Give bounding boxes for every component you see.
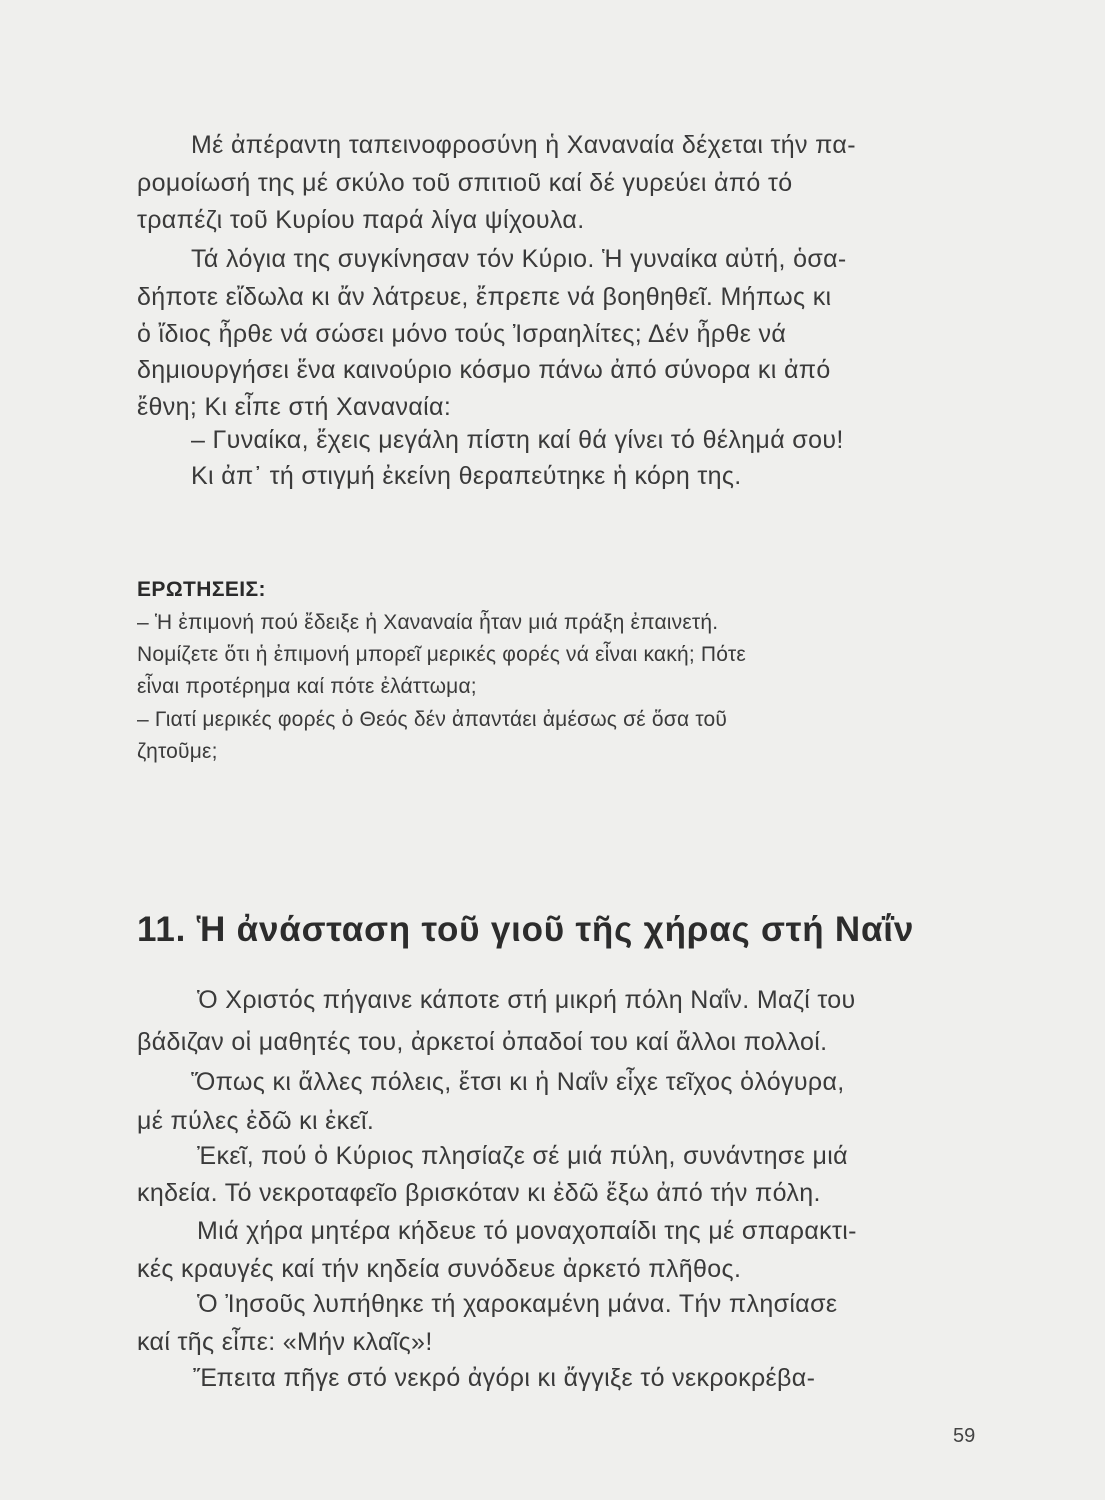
text-line: Ὁ Χριστός πήγαινε κάποτε στή μικρή πόλη Ναΐν. Μαζί του (197, 986, 856, 1014)
text-line: Κι ἀπ᾽ τή στιγμή ἐκείνη θεραπεύτηκε ἡ κόρη της. (191, 462, 742, 490)
text-line: Ὁ Ἰησοῦς λυπήθηκε τή χαροκαμένη μάνα. Τήν πλησίασε (197, 1290, 838, 1318)
text-line: δημιουργήσει ἕνα καινούριο κόσμο πάνω ἀπό σύνορα κι ἀπό (137, 356, 831, 384)
question-line: Νομίζετε ὅτι ἡ ἐπιμονή μπορεῖ μερικές φορές νά εἶναι κακή; Πότε (137, 643, 746, 666)
text-line: Ἐκεῖ, πού ὁ Κύριος πλησίαζε σέ μιά πύλη, συνάντησε μιά (197, 1142, 848, 1170)
text-line: ἔθνη; Κι εἶπε στή Χαναναία: (137, 393, 452, 421)
question-line: εἶναι προτέρημα καί πότε ἐλάττωμα; (137, 675, 477, 698)
text-line: καί τῆς εἶπε: «Μήν κλαῖς»! (137, 1328, 433, 1356)
text-line: Ἔπειτα πῆγε στό νεκρό ἀγόρι κι ἄγγιξε τό νεκροκρέβα- (193, 1364, 816, 1392)
text-line: Ὅπως κι ἄλλες πόλεις, ἔτσι κι ἡ Ναΐν εἶχε τεῖχος ὁλόγυρα, (191, 1068, 845, 1096)
text-line: κηδεία. Τό νεκροταφεῖο βρισκόταν κι ἐδῶ ἔξω ἀπό τήν πόλη. (137, 1179, 821, 1207)
text-line: βάδιζαν οἱ μαθητές του, ἀρκετοί ὀπαδοί του καί ἄλλοι πολλοί. (137, 1028, 828, 1056)
text-line: Μέ ἀπέραντη ταπεινοφροσύνη ἡ Χαναναία δέχεται τήν πα- (191, 131, 856, 159)
text-line: μέ πύλες ἐδῶ κι ἐκεῖ. (137, 1107, 375, 1135)
chapter-title: 11. Ἡ ἀνάσταση τοῦ γιοῦ τῆς χήρας στή Ναΐν (137, 910, 915, 949)
question-line: ζητοῦμε; (137, 740, 218, 763)
text-line: Μιά χήρα μητέρα κήδευε τό μοναχοπαίδι της μέ σπαρακτι- (197, 1217, 857, 1245)
question-line: – Ἡ ἐπιμονή πού ἔδειξε ἡ Χαναναία ἦταν μιά πράξη ἐπαινετή. (137, 611, 719, 634)
text-line: τραπέζι τοῦ Κυρίου παρά λίγα ψίχουλα. (137, 206, 585, 234)
text-line: Τά λόγια της συγκίνησαν τόν Κύριο. Ἡ γυναίκα αὐτή, ὁσα- (191, 245, 847, 273)
question-line: – Γιατί μερικές φορές ὁ Θεός δέν ἀπαντάει ἀμέσως σέ ὅσα τοῦ (137, 708, 728, 731)
text-line: κές κραυγές καί τήν κηδεία συνόδευε ἀρκετό πλῆθος. (137, 1255, 742, 1283)
text-line: δήποτε εἴδωλα κι ἄν λάτρευε, ἔπρεπε νά βοηθηθεῖ. Μήπως κι (137, 283, 832, 311)
page-number: 59 (953, 1425, 976, 1447)
text-line: – Γυναίκα, ἔχεις μεγάλη πίστη καί θά γίνει τό θέλημά σου! (191, 426, 844, 454)
questions-title: ΕΡΩΤΗΣΕΙΣ: (137, 578, 266, 601)
text-line: ὁ ἴδιος ἦρθε νά σώσει μόνο τούς Ἰσραηλίτες; Δέν ἦρθε νά (137, 320, 787, 348)
text-line: ρομοίωσή της μέ σκύλο τοῦ σπιτιοῦ καί δέ γυρεύει ἀπό τό (137, 169, 793, 197)
